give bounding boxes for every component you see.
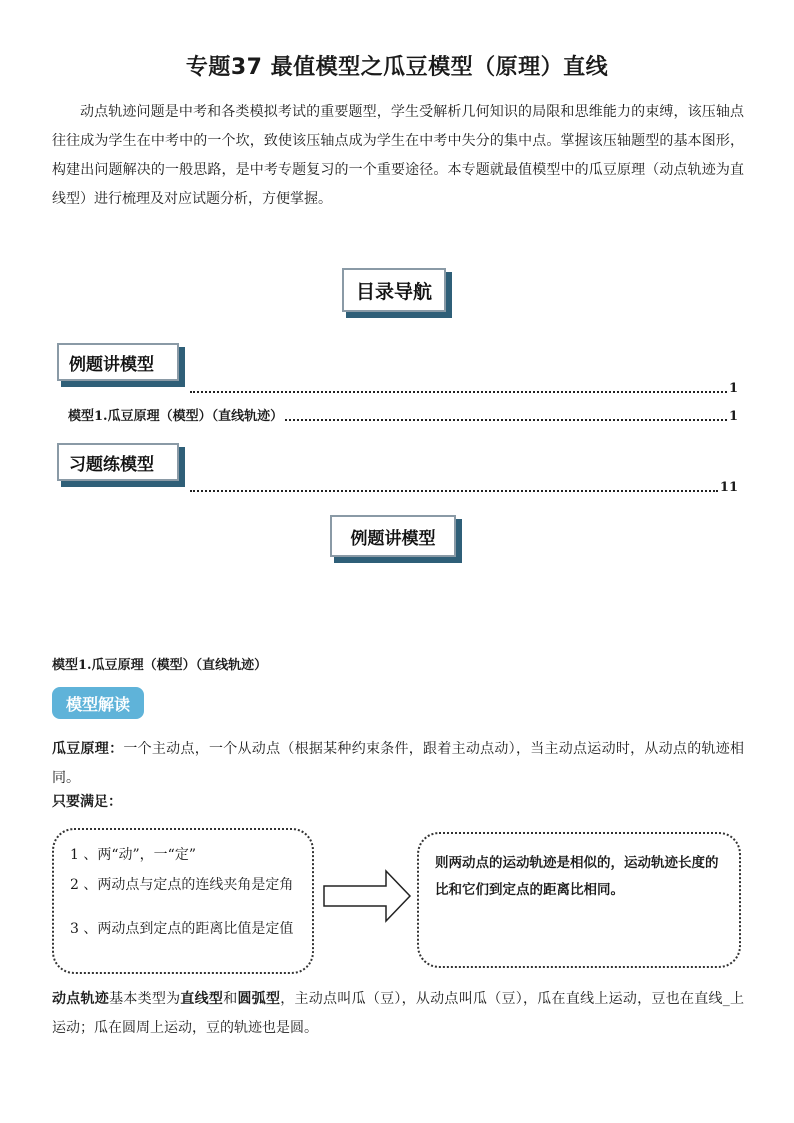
- condition-item: 1 、两“动”，一“定”: [70, 847, 196, 863]
- toc-model1-page: 1: [728, 409, 738, 424]
- section-title-box: [330, 515, 456, 557]
- section-title: 例题讲模型: [350, 528, 436, 549]
- toc-section1-label: 例题讲模型: [69, 354, 154, 375]
- linear-type: 直线型: [180, 991, 224, 1007]
- condition-item: 3 、两动点到定点的距离比值是定值: [70, 921, 294, 937]
- nav-title: 目录导航: [355, 280, 432, 303]
- principle-label: 瓜豆原理：: [52, 741, 124, 757]
- toc-section1-page: 1: [728, 381, 738, 396]
- nav-title-box: [342, 268, 446, 312]
- model-interpretation-pill: [52, 687, 144, 719]
- trajectory-label: 动点轨迹: [52, 991, 110, 1007]
- conditions-box: [52, 828, 314, 974]
- trajectory-paragraph: [52, 985, 744, 1043]
- conditions-label: 只要满足：: [52, 794, 122, 810]
- trajectory-and: 和: [223, 991, 238, 1007]
- page-title: 专题37 最值模型之瓜豆模型（原理）直线: [185, 55, 609, 80]
- intro-paragraph: 动点轨迹问题是中考和各类模拟考试的重要题型，学生受解析几何知识的局限和思维能力的束缚，该压轴点往往成为学生在中考中的一个坎，致使该压轴点成为学生在中考中失分的集中点。掌握该压轴题型的基本图形，构建出问题解决的一般思路，是中考专题复习的一个重要途径。本专题就最值模型中的瓜豆原理（动点轨迹为直线型）进行梳理及对应试题分析，方便掌握。: [52, 104, 744, 207]
- result-text: 则两动点的运动轨迹是相似的，运动轨迹长度的比和它们到定点的距离比相同。: [435, 855, 719, 898]
- toc-model1-line[interactable]: [68, 405, 738, 424]
- toc-model1-label: 模型1.瓜豆原理（模型）（直线轨迹）: [68, 409, 284, 424]
- arc-type: 圆弧型: [237, 991, 281, 1007]
- toc-leader-dots: [285, 418, 727, 421]
- toc-section2-page: 11: [719, 480, 738, 495]
- toc-section2-line[interactable]: [188, 480, 738, 495]
- right-arrow-icon: [322, 868, 414, 924]
- model-heading: 模型1.瓜豆原理（模型）（直线轨迹）: [52, 658, 268, 673]
- pill-label: 模型解读: [65, 694, 130, 714]
- toc-leader-dots: [190, 390, 727, 393]
- toc-section1-box[interactable]: [57, 343, 179, 381]
- toc-leader-dots: [190, 489, 718, 492]
- trajectory-rest: ，主动点叫瓜（豆），从动点叫瓜（豆），瓜在直线上运动，豆也在直线_上运动；瓜在圆周上运动，豆的轨迹也是圆。: [52, 991, 745, 1036]
- principle-paragraph: [52, 735, 744, 793]
- toc-section2-box[interactable]: [57, 443, 179, 481]
- trajectory-text: 基本类型为: [109, 991, 181, 1007]
- principle-text: 一个主动点，一个从动点（根据某种约束条件，跟着主动点动），当主动点运动时，从动点的轨迹相同。: [52, 741, 745, 786]
- toc-section2-label: 习题练模型: [69, 454, 154, 475]
- result-box: [417, 832, 741, 968]
- toc-section1-line[interactable]: [188, 381, 738, 396]
- condition-item: 2 、两动点与定点的连线夹角是定角: [70, 877, 294, 893]
